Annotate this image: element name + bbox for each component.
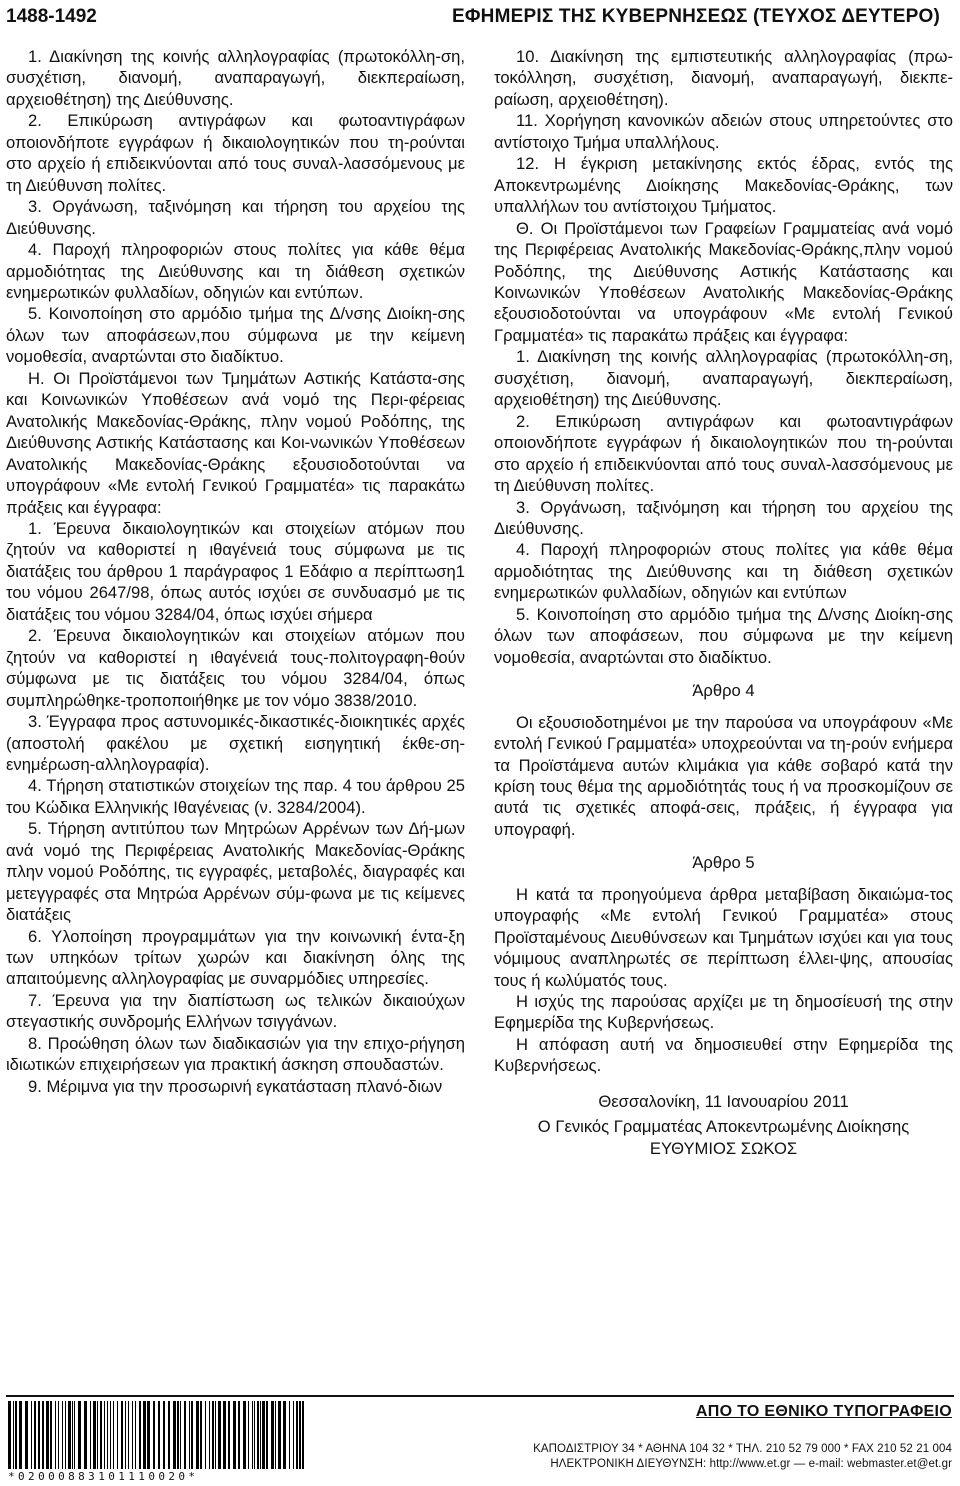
- paragraph: 8. Προώθηση όλων των διαδικασιών για την επιχο-ρήγηση ιδιωτικών επιχειρήσεων για πρακτική άσκηση σπουδαστών.: [6, 1033, 465, 1075]
- barcode-bar: [173, 1401, 176, 1469]
- barcode-bar: [299, 1401, 301, 1469]
- barcode-bar: [13, 1401, 14, 1469]
- barcode-bar: [218, 1401, 221, 1469]
- page-header: [6, 6, 954, 30]
- paragraph: 1. Διακίνηση της κοινής αλληλογραφίας (πρωτοκόλλη-ση, συσχέτιση, διανομή, αναπαραγωγή, διεκπεραίωση, αρχειοθέτηση) της Διεύθυνσης.: [6, 47, 465, 109]
- paragraph: 12. Η έγκριση μετακίνησης εκτός έδρας, εντός της Αποκεντρωμένης Διοίκησης Μακεδονίας-Θράκης, των υπαλλήλων του αντίστοιχου Τμήματος.: [494, 154, 953, 217]
- left-column: [6, 46, 465, 1097]
- printer-web: ΗΛΕΚΤΡΟΝΙΚΗ ΔΙΕΥΘΥΝΣΗ: http://www.et.gr — e-mail: webmaster.et@et.gr: [550, 1458, 952, 1470]
- place-date: Θεσσαλονίκη, 11 Ιανουαρίου 2011: [598, 1091, 849, 1111]
- barcode-bar: [68, 1401, 71, 1469]
- barcode-bar: [93, 1401, 96, 1469]
- article-5-paragraph: Η απόφαση αυτή να δημοσιευθεί στην Εφημερίδα της Κυβερνήσεως.: [494, 1034, 953, 1076]
- barcode-bar: [215, 1401, 216, 1469]
- printer-name: ΑΠΟ ΤΟ ΕΘΝΙΚΟ ΤΥΠΟΓΡΑΦΕΙΟ: [695, 1403, 952, 1420]
- barcode-bar: [228, 1401, 230, 1469]
- barcode-bar: [38, 1401, 40, 1469]
- barcode-bar: [8, 1401, 11, 1469]
- paragraph: 2. Επικύρωση αντιγράφων και φωτοαντιγράφων οποιονδήποτε εγγράφων ή δικαιολογητικών που τη-ρούνται στο αρχείο ή επιδεικνύονται από τους συναλ-λασσόμενους με τη Διεύθυνση πολίτες.: [494, 411, 953, 496]
- paragraph: 1. Έρευνα δικαιολογητικών και στοιχείων ατόμων που ζητούν να καθοριστεί η ιθαγένειά τους σύμφωνα με τις διατάξεις του άρθρου 1 παράγραφος 1 Εδάφιο α περίπτωση1 του νόμου 2647/98, όπως αυτός ισχύει σε συνδυασμό με τις διατάξεις του νόμου 3284/04, όπως ισχύει σήμερα: [6, 518, 465, 624]
- barcode-bar: [117, 1401, 118, 1469]
- barcode-bar: [143, 1401, 146, 1469]
- paragraph: 3. Οργάνωση, ταξινόμηση και τήρηση του αρχείου της Διεύθυνσης.: [494, 497, 953, 538]
- barcode-bar: [110, 1401, 111, 1469]
- barcode-bar: [125, 1401, 126, 1469]
- paragraph: 5. Κοινοποίηση στο αρμόδιο τμήμα της Δ/νσης Διοίκη-σης όλων των αποφάσεων, που σύμφωνα με την κείμενη νομοθεσία, αναρτώνται στο διαδίκτυο.: [494, 604, 953, 667]
- paragraph: 4. Παροχή πληροφοριών στους πολίτες για κάθε θέμα αρμοδιότητας της Διεύθυνσης και τη διάθεση σχετικών ενημερωτικών φυλλαδίων, οδηγιών και εντύπων: [494, 540, 953, 603]
- barcode-bar: [163, 1401, 165, 1469]
- paragraph: 5. Κοινοποίηση στο αρμόδιο τμήμα της Δ/νσης Διοίκη-σης όλων των αποφάσεων,που σύμφωνα με την κείμενη νομοθεσία, αναρτώνται στο διαδίκτυο.: [6, 304, 465, 367]
- barcode-bar: [153, 1401, 155, 1469]
- paragraph: 11. Χορήγηση κανονικών αδειών στους υπηρετούντες στο αντίστοιχο Τμήμα υπαλλήλους.: [494, 111, 953, 152]
- barcode-bar: [238, 1401, 240, 1469]
- article-4-heading: Άρθρο 4: [692, 681, 755, 701]
- signatory-role: Ο Γενικός Γραμματέας Αποκεντρωμένης Διοίκησης: [537, 1117, 910, 1137]
- barcode-bar: [209, 1401, 210, 1469]
- barcode-bar: [260, 1401, 261, 1469]
- barcode-bar: [31, 1401, 32, 1469]
- barcode-digits: *02000883101110020*: [8, 1470, 199, 1483]
- barcode-bar: [100, 1401, 102, 1469]
- article-4-text: Οι εξουσιοδοτημένοι με την παρούσα να υπογράφουν «Με εντολή Γενικού Γραμματέα» υποχρεούνται να τη-ρούν ενήμερα τα Προϊστάμενα αυτών κλιμάκια για κάθε σοβαρό κατά την κρίση τους θέμα της αρμοδιότητάς τους ή να προσκομίζουν σε αυτά τις σχετικές αποφά-σεις, πράξεις, ή έγγραφα για υπογραφή.: [494, 712, 953, 839]
- barcode-bar: [257, 1401, 259, 1469]
- paragraph: 7. Έρευνα για την διαπίστωση ως τελικών δικαιούχων στεγαστικής συνδρομής Ελλήνων τσιγγάνων.: [6, 990, 465, 1032]
- barcode-bar: [200, 1401, 202, 1469]
- barcode-bar: [177, 1401, 179, 1469]
- barcode-bar: [90, 1401, 91, 1469]
- footer-divider: [6, 1395, 954, 1397]
- barcode-bar: [42, 1401, 44, 1469]
- barcode-bar: [72, 1401, 73, 1469]
- article-5-paragraph: Η κατά τα προηγούμενα άρθρα μεταβίβαση δικαιώμα-τος υπογραφής «Με εντολή Γενικού Γραμματέα» στους Προϊσταμένους Διευθύνσεων και Τμημάτων ισχύει και για τους νόμιμους αναπληρωτές σε περίπτωση έλλει-ψης, απουσίας τους ή κωλύματός τους.: [494, 884, 953, 990]
- barcode-bar: [139, 1401, 141, 1469]
- paragraph: 3. Οργάνωση, ταξινόμηση και τήρηση του αρχείου της Διεύθυνσης.: [6, 197, 465, 238]
- printer-info: [533, 1403, 952, 1470]
- page-numbers: 1488-1492: [6, 6, 97, 27]
- barcode-bar: [248, 1401, 249, 1469]
- barcode-bar: [275, 1401, 276, 1469]
- barcode-bar: [135, 1401, 136, 1469]
- barcode-bar: [189, 1401, 190, 1469]
- barcode-bar: [293, 1401, 294, 1469]
- printer-address: ΚΑΠΟΔΙΣΤΡΙΟΥ 34 * ΑΘΗΝΑ 104 32 * ΤΗΛ. 210 52 79 000 * FAX 210 52 21 004: [533, 1443, 952, 1455]
- barcode-bar: [296, 1401, 298, 1469]
- barcode-bar: [233, 1401, 236, 1469]
- barcode-bar: [266, 1401, 268, 1469]
- barcode-bar: [289, 1401, 290, 1469]
- barcode-bar: [84, 1401, 87, 1469]
- paragraph: 2. Έρευνα δικαιολογητικών και στοιχείων ατόμων που ζητούν να καθοριστεί η ιθαγένειά τους-πολιτογραφη-θούν σύμφωνα με τις διατάξεις του νόμου 3284/04, όπως συμπληρώθηκε-τροποποιήθηκε με τον νόμο 3838/2010.: [6, 626, 465, 710]
- paragraph: 3. Έγγραφα προς αστυνομικές-δικαστικές-διοικητικές αρχές (αποστολή φακέλου με σχετική εισηγητική έκθε-ση-ενημέρωση-αλληλογραφία).: [6, 712, 465, 774]
- barcode-bar: [191, 1401, 193, 1469]
- signatory-name: ΕΥΘΥΜΙΟΣ ΣΩΚΟΣ: [649, 1138, 798, 1158]
- paragraph: 2. Επικύρωση αντιγράφων και φωτοαντιγράφων οποιονδήποτε εγγράφων ή δικαιολογητικών που τη-ρούνται στο αρχείο ή επιδεικνύονται από τους συναλ-λασσόμενους με τη Διεύθυνση πολίτες.: [6, 111, 465, 195]
- paragraph: 9. Μέριμνα για την προσωρινή εγκατάσταση πλανό-διων: [28, 1076, 443, 1096]
- barcode-bar: [223, 1401, 226, 1469]
- paragraph: Η. Οι Προϊστάμενοι των Τμημάτων Αστικής Κατάστα-σης και Κοινωνικών Υποθέσεων ανά νομό της Περι-φέρειας Ανατολικής Μακεδονίας-Θράκης, πλην νομού Ροδόπης, της Διεύθυνσης Αστικής Κατάστασης και Κοι-νωνικών Υποθέσεων Ανατολικής Μακεδονίας-Θράκης εξουσιοδοτούνται να υπογράφουν «Με εντολή Γενικού Γραμματέα» τις παρακάτω πράξεις και έγγραφα:: [6, 368, 465, 517]
- barcode-bar: [58, 1401, 59, 1469]
- right-column: [494, 46, 953, 1159]
- barcode-bar: [212, 1401, 214, 1469]
- barcode-bar: [121, 1401, 123, 1469]
- barcode-bar: [184, 1401, 186, 1469]
- barcode-bar: [158, 1401, 160, 1469]
- barcode-bar: [46, 1401, 49, 1469]
- barcode-bar: [302, 1401, 304, 1469]
- article-5-paragraph: Η ισχύς της παρούσας αρχίζει με τη δημοσίευσή της στην Εφημερίδα της Κυβερνήσεως.: [494, 992, 953, 1033]
- barcode-bar: [196, 1401, 199, 1469]
- paragraph: 1. Διακίνηση της κοινής αλληλογραφίας (πρωτοκόλλη-ση, συσχέτιση, διανομή, αναπαραγωγή, διεκπεραίωση, αρχειοθέτηση) της Διεύθυνσης.: [494, 347, 953, 410]
- barcode-bar: [15, 1401, 17, 1469]
- barcode-bar: [243, 1401, 246, 1469]
- barcode-bar: [278, 1401, 281, 1469]
- barcode: [8, 1401, 308, 1469]
- article-5-heading: Άρθρο 5: [692, 853, 755, 873]
- barcode-bar: [132, 1401, 133, 1469]
- paragraph: 10. Διακίνηση της εμπιστευτικής αλληλογραφίας (πρω-τοκόλληση, συσχέτιση, διανομή, αναπαραγωγή, διεκπε-ραίωση, αρχειοθέτηση).: [494, 47, 953, 109]
- barcode-bar: [97, 1401, 98, 1469]
- barcode-bar: [252, 1401, 253, 1469]
- paragraph: Θ. Οι Προϊστάμενοι των Γραφείων Γραμματείας ανά νομό της Περιφέρειας Ανατολικής Μακεδονίας-Θράκης,πλην νομού Ροδόπης, της Διεύθυνσης Αστικής Κατάστασης και Κοινωνικών Υποθέσεων Ανατολικής Μακεδονίας-Θράκης εξουσιοδοτούνται να υπογράφουν «Με εντολή Γενικού Γραμματέα» τις παρακάτω πράξεις και έγγραφα:: [494, 218, 953, 345]
- barcode-bar: [74, 1401, 75, 1469]
- paragraph: 6. Υλοποίηση προγραμμάτων για την κοινωνική έντα-ξη των υπηκόων τρίτων χωρών και διακίνηση όλης της απαιτούμενης αλληλογραφίας με συναρμόδιες υπηρεσίες.: [6, 926, 465, 989]
- gazette-title: ΕΦΗΜΕΡΙΣ ΤΗΣ ΚΥΒΕΡΝΗΣΕΩΣ (ΤΕΥΧΟΣ ΔΕΥΤΕΡΟ): [452, 6, 940, 27]
- barcode-bar: [50, 1401, 52, 1469]
- barcode-bar: [78, 1401, 81, 1469]
- barcode-bar: [55, 1401, 56, 1469]
- barcode-bar: [34, 1401, 36, 1469]
- barcode-bar: [128, 1401, 129, 1469]
- barcode-bar: [62, 1401, 63, 1469]
- barcode-bar: [283, 1401, 286, 1469]
- barcode-bar: [19, 1401, 22, 1469]
- barcode-bar: [25, 1401, 28, 1469]
- barcode-bar: [254, 1401, 255, 1469]
- paragraph: 4. Παροχή πληροφοριών στους πολίτες για κάθε θέμα αρμοδιότητας της Διεύθυνσης και τη διάθεση σχετικών ενημερωτικών φυλλαδίων, οδηγιών και εντύπων.: [6, 240, 465, 302]
- paragraph: 5. Τήρηση αντιτύπου των Μητρώων Αρρένων των Δή-μων ανά νομό της Περιφέρειας Ανατολικής Μακεδονίας-Θράκης πλην νομού Ροδόπης, τις εγγραφές, μεταβολές, διαγραφές και μετεγγραφές στα Μητρώα Αρρένων σύμ-φωνα με τις κείμενες διατάξεις: [6, 819, 465, 925]
- paragraph: 4. Τήρηση στατιστικών στοιχείων της παρ. 4 του άρθρου 25 του Κώδικα Ελληνικής Ιθαγένειας (ν. 3284/2004).: [6, 776, 465, 817]
- barcode-bar: [180, 1401, 181, 1469]
- barcode-bar: [147, 1401, 150, 1469]
- barcode-bar: [205, 1401, 206, 1469]
- barcode-bar: [271, 1401, 274, 1469]
- barcode-bar: [113, 1401, 114, 1469]
- barcode-bar: [262, 1401, 265, 1469]
- barcode-bar: [104, 1401, 105, 1469]
- barcode-bar: [107, 1401, 108, 1469]
- barcode-bar: [65, 1401, 66, 1469]
- barcode-bar: [168, 1401, 170, 1469]
